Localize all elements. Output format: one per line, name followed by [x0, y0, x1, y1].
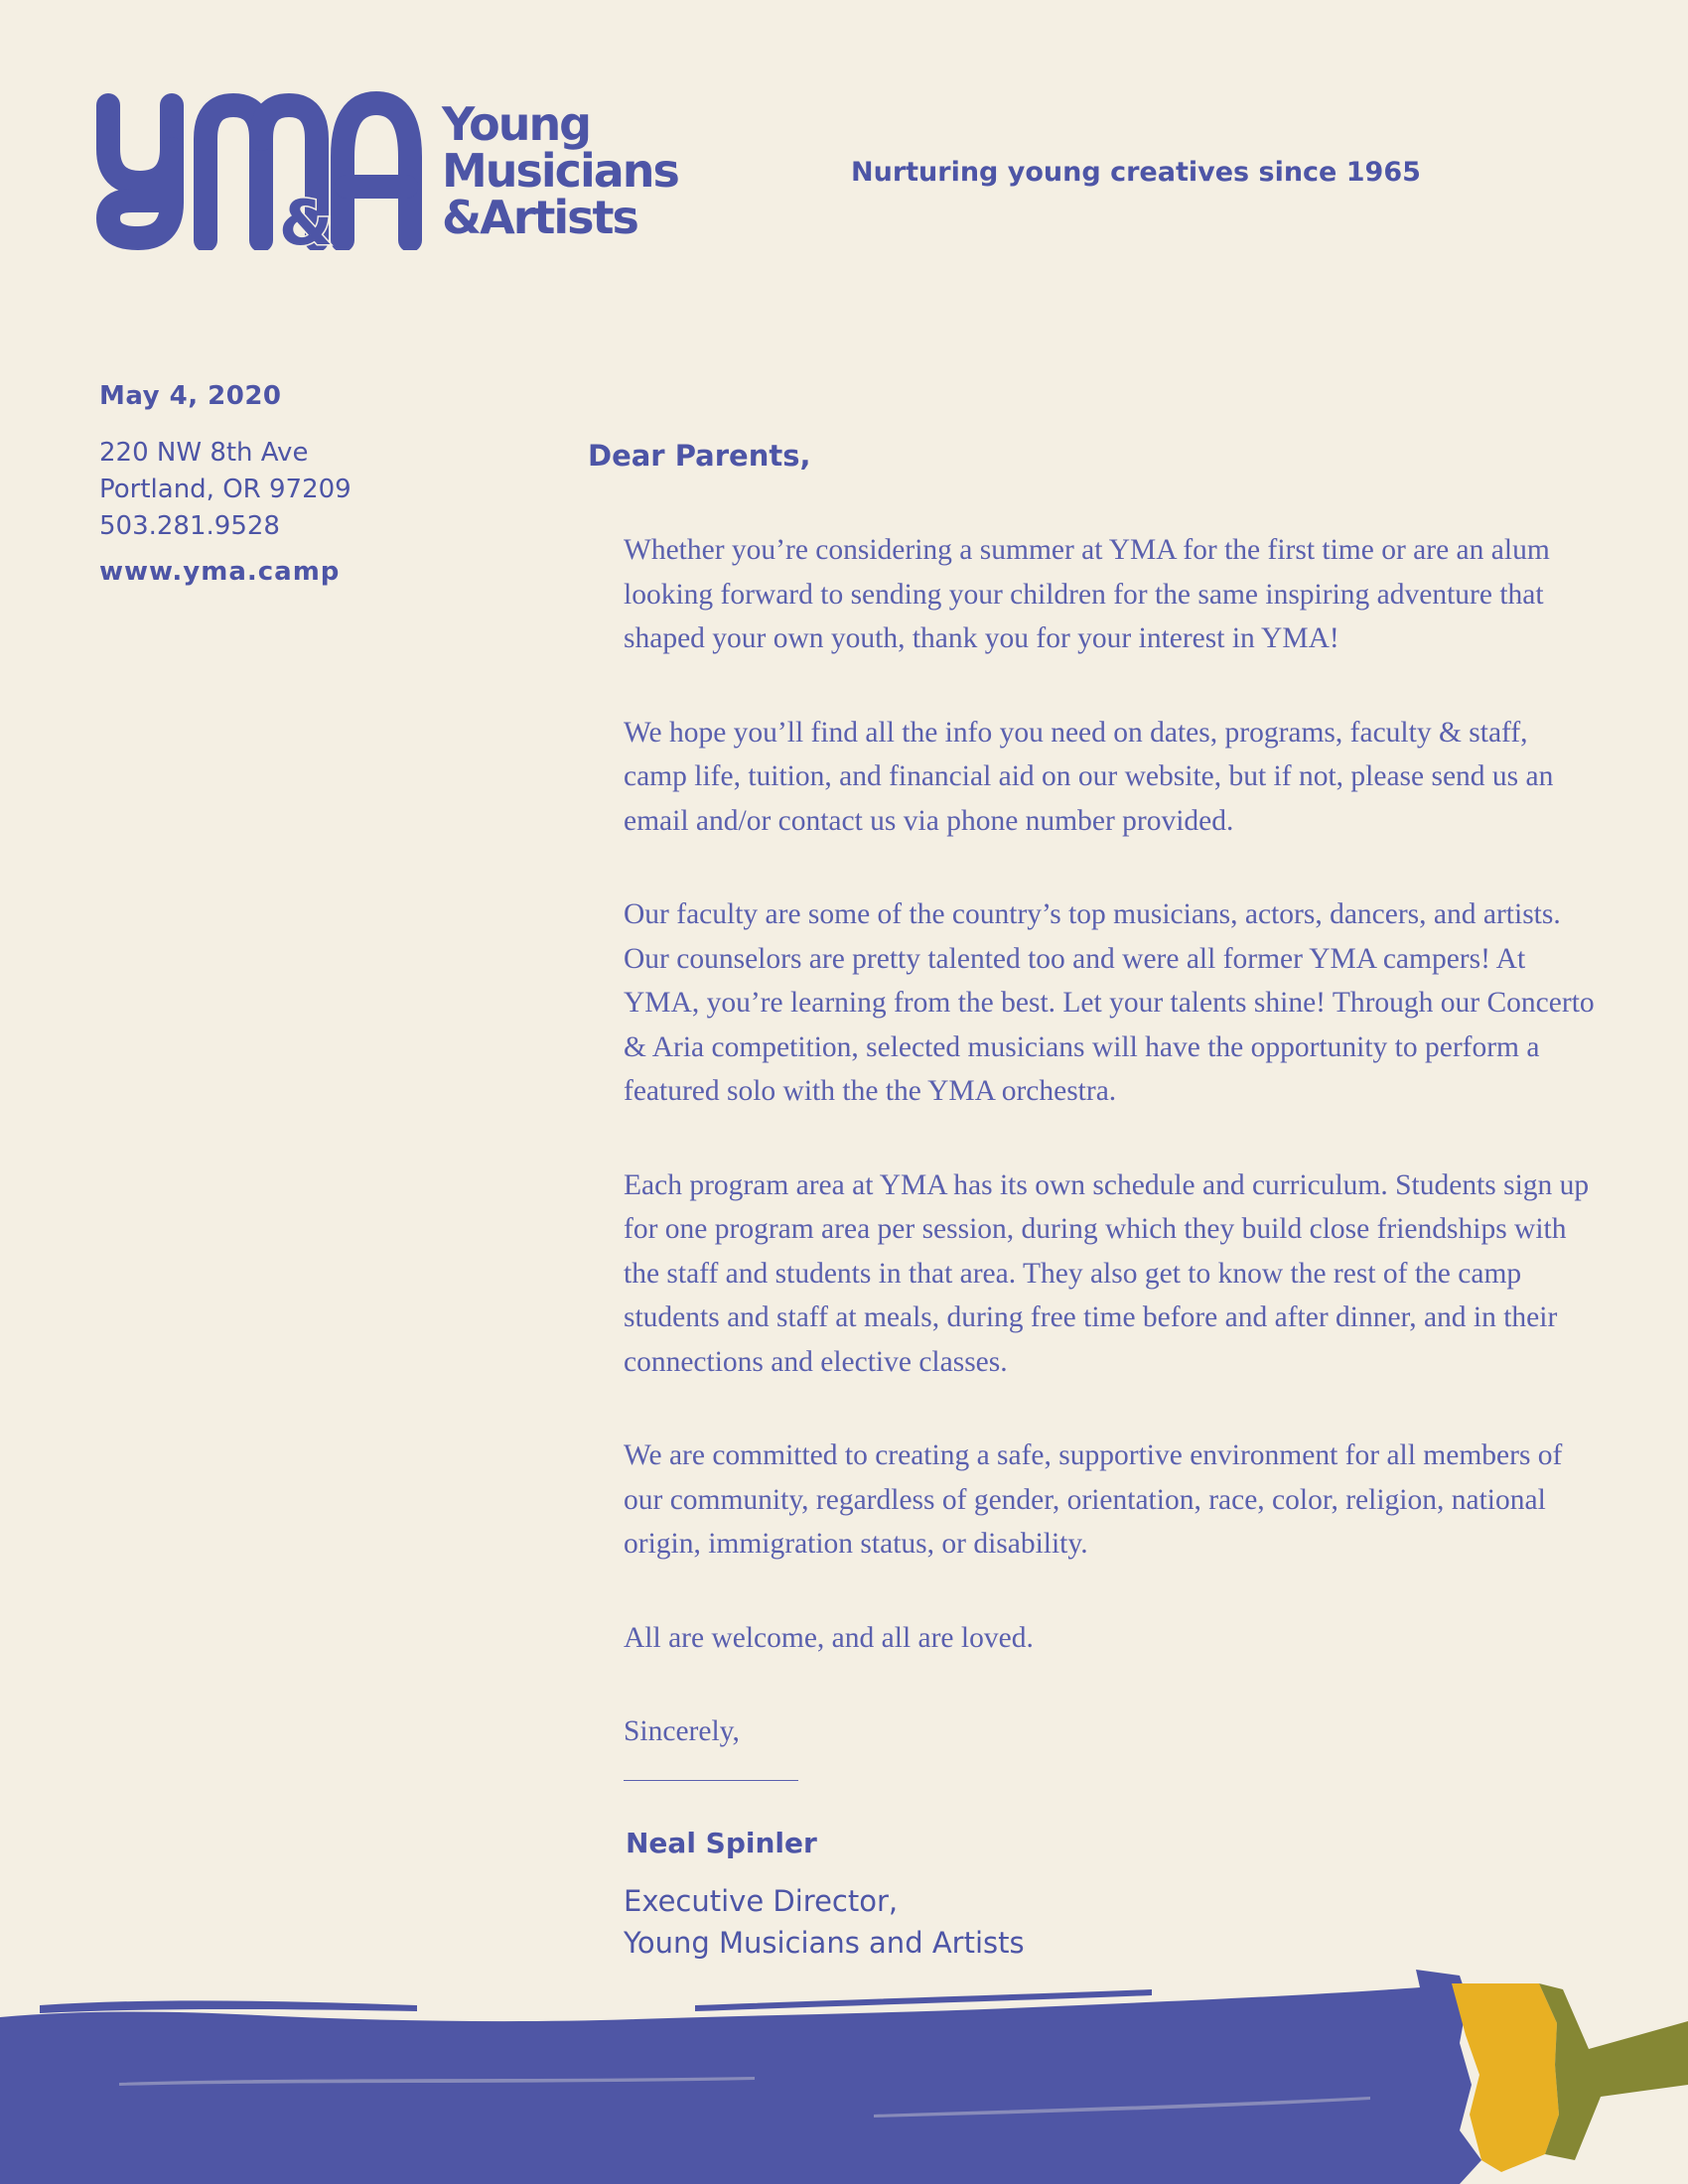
paragraph-4: Each program area at YMA has its own schedule and curriculum. Students sign up for one program area per session, during which they build close friendships with the staff and students in that area. They also get to know the rest of the camp students and staff at meals, during free time before and after dinner, and in their connections and elective classes.: [624, 1168, 1590, 1378]
paintbrush-stroke-icon: [0, 1966, 1688, 2184]
sender-info: [99, 381, 516, 587]
signer-title-line-1: Executive Director,: [624, 1884, 899, 1918]
paragraph-1: Whether you’re considering a summer at YMA for the first time or are an alum looking forward to sending your children for the same inspiring adventure that shaped your own youth, thank you for your interest in YMA!: [624, 534, 1550, 654]
yma-logo-icon: [94, 91, 432, 250]
website-link[interactable]: www.yma.camp: [99, 557, 341, 587]
signer-title-line-2: Young Musicians and Artists: [624, 1926, 1025, 1960]
signature-line: [624, 1780, 798, 1781]
salutation: Dear Parents,: [588, 439, 811, 473]
paragraph-5: We are committed to creating a safe, supportive environment for all members of our community, regardless of gender, orientation, race, color, religion, national origin, immigration status, or disability.: [624, 1439, 1563, 1560]
logo-name-line-1: Young: [442, 97, 591, 151]
logo-name-line-2: Musicians: [442, 144, 678, 198]
paragraph-2: We hope you’ll find all the info you need on dates, programs, faculty & staff, camp life, tuition, and financial aid on our website, but if not, please send us an email and/or contact us via phone number provided.: [624, 716, 1554, 837]
tagline: Nurturing young creatives since 1965: [851, 157, 1421, 188]
yma-logo[interactable]: [94, 91, 730, 260]
paragraph-3: Our faculty are some of the country’s top musicians, actors, dancers, and artists. Our counselors are pretty talented too and were all former YMA campers! At YMA, you’re learning from the best. Let your talents shine! Through our Concerto & Aria competition, selected musicians will have the opportunity to perform a featured solo with the the YMA orchestra.: [624, 898, 1595, 1107]
logo-wordmark: [442, 97, 678, 244]
letter-body: [624, 528, 1597, 1781]
address-line-1: 220 NW 8th Ave: [99, 438, 309, 468]
paragraph-6: All are welcome, and all are loved.: [624, 1621, 1034, 1654]
phone-number[interactable]: 503.281.9528: [99, 511, 280, 541]
letter-date: May 4, 2020: [99, 381, 282, 411]
address-line-2: Portland, OR 97209: [99, 475, 352, 504]
closing: Sincerely,: [624, 1715, 740, 1747]
signer-name: Neal Spinler: [626, 1827, 817, 1859]
signer-title: [624, 1880, 1025, 1964]
logo-name-line-3: &Artists: [442, 191, 637, 244]
svg-text:&: &: [279, 187, 334, 250]
